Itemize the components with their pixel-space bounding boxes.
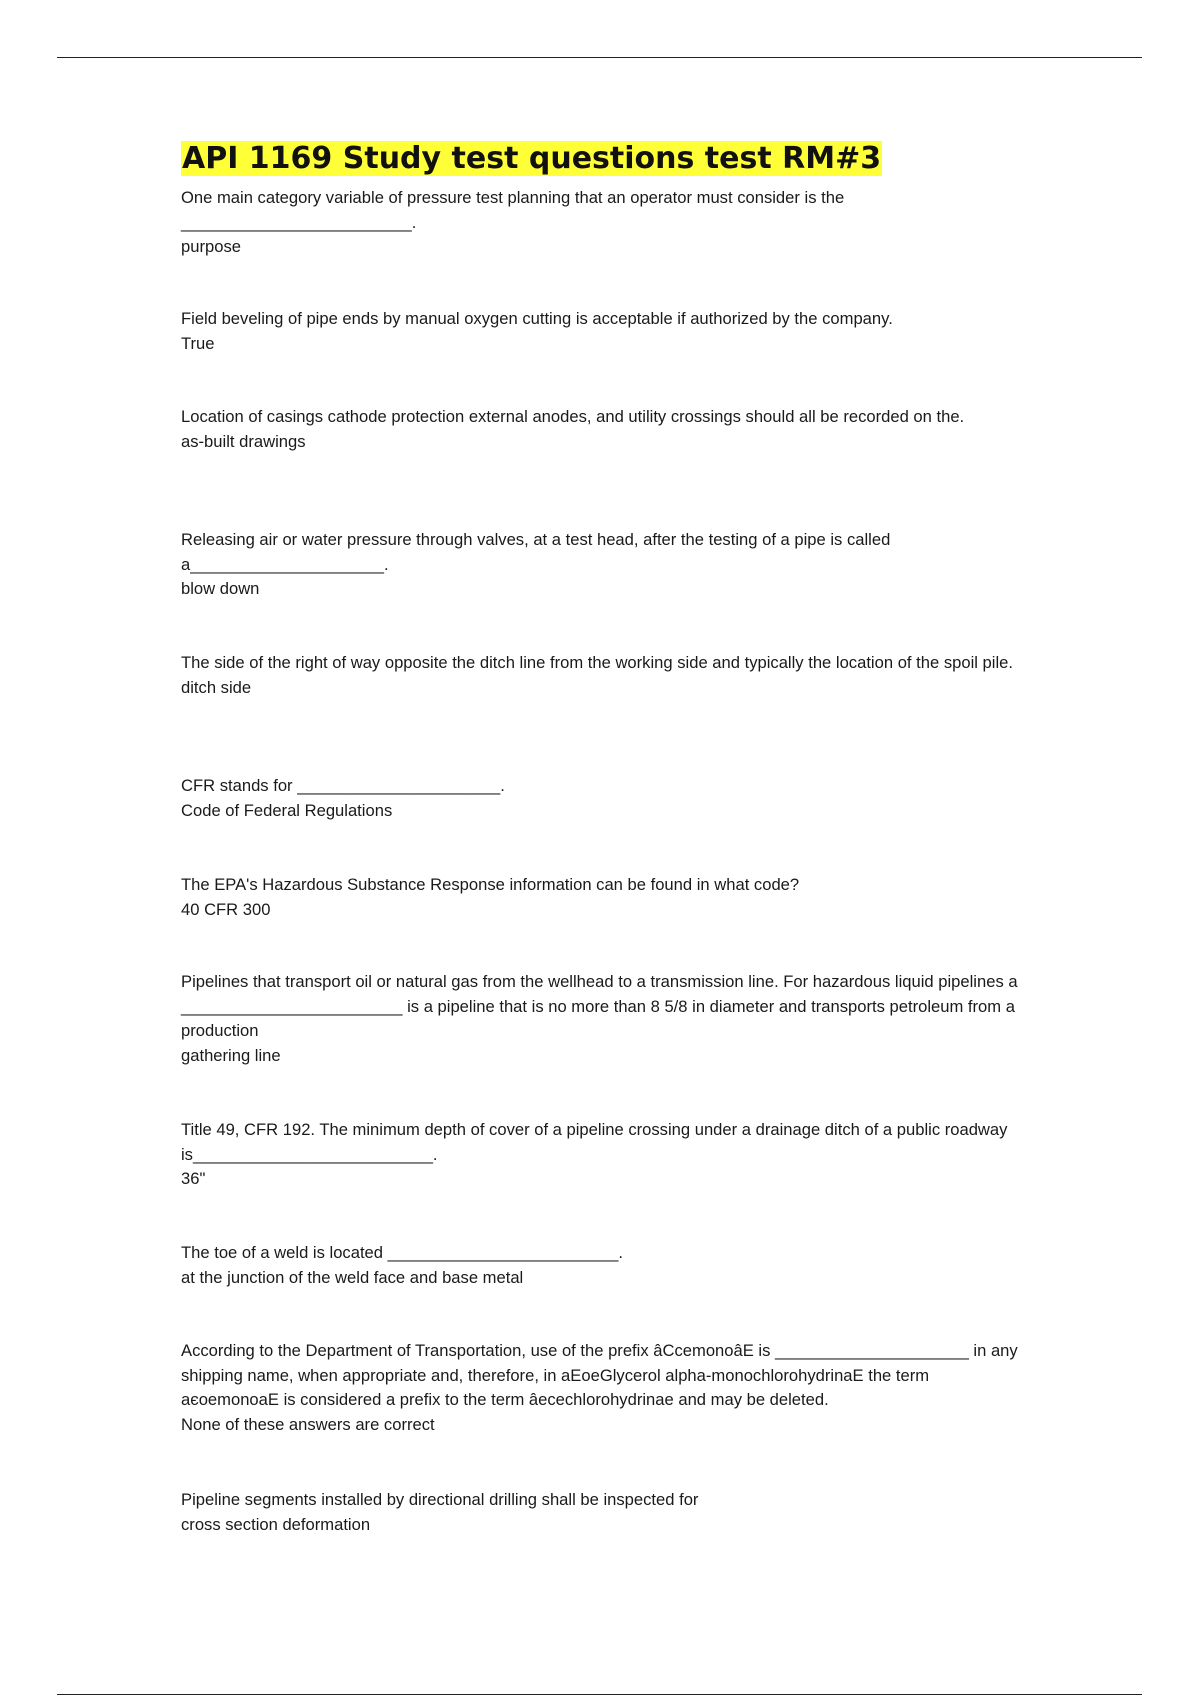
qa-item-6	[181, 774, 1031, 823]
question-text: One main category variable of pressure test planning that an operator must consider is the _________________________.	[181, 188, 845, 232]
question-text: The side of the right of way opposite the ditch line from the working side and typically the location of the spoil pile.	[181, 653, 1013, 672]
question-text: According to the Department of Transportation, use of the prefix âCcemonoâE is _____________________ in any shipping name, when appropriate and, therefore, in aEoeGlycerol alpha-monochlorohydrinaE the term aєoemonoaE is considered a prefix to the term âecechlorohydrinae and may be deleted.	[181, 1341, 1023, 1409]
answer-text: None of these answers are correct	[181, 1414, 435, 1434]
document-title-text: API 1169 Study test questions test RM#3	[182, 141, 882, 176]
qa-item-10	[181, 1241, 1031, 1290]
header-rule	[57, 57, 1142, 58]
answer-text: cross section deformation	[181, 1514, 371, 1534]
question-text: Pipeline segments installed by directional drilling shall be inspected for	[181, 1490, 699, 1509]
qa-item-4	[181, 528, 1031, 602]
qa-item-8	[181, 970, 1031, 1068]
qa-item-7	[181, 873, 1031, 922]
question-text: The toe of a weld is located _________________________.	[181, 1243, 623, 1262]
question-text: Releasing air or water pressure through valves, at a test head, after the testing of a pipe is called a_____________________.	[181, 530, 891, 574]
qa-item-11	[181, 1339, 1031, 1437]
question-text: Field beveling of pipe ends by manual oxygen cutting is acceptable if authorized by the company.	[181, 309, 893, 328]
answer-text: ditch side	[181, 677, 252, 697]
answer-text: gathering line	[181, 1045, 281, 1065]
answer-text: blow down	[181, 579, 260, 598]
qa-item-3	[181, 405, 1031, 454]
answer-text: 36"	[181, 1169, 206, 1188]
question-text: Pipelines that transport oil or natural gas from the wellhead to a transmission line. For hazardous liquid pipelines a ________________________ is a pipeline that is no more than 8 5/8 in diameter and transports petroleum from a production	[181, 972, 1023, 1040]
answer-text: at the junction of the weld face and base metal	[181, 1267, 524, 1287]
question-text: Location of casings cathode protection external anodes, and utility crossings should all be recorded on the.	[181, 407, 965, 426]
qa-item-1	[181, 186, 1031, 260]
question-text: The EPA's Hazardous Substance Response information can be found in what code?	[181, 875, 800, 894]
qa-item-9	[181, 1118, 1031, 1192]
qa-item-5	[181, 651, 1031, 700]
footer-rule	[57, 1694, 1142, 1695]
answer-text: as-built drawings	[181, 431, 306, 451]
answer-text: True	[181, 333, 215, 353]
answer-text: 40 CFR 300	[181, 899, 271, 919]
answer-text: Code of Federal Regulations	[181, 800, 393, 820]
document-title	[181, 140, 882, 178]
qa-item-12	[181, 1488, 1031, 1537]
answer-text: purpose	[181, 237, 241, 256]
question-text: CFR stands for ______________________.	[181, 776, 505, 795]
qa-item-2	[181, 307, 1031, 356]
question-text: Title 49, CFR 192. The minimum depth of cover of a pipeline crossing under a drainage ditch of a public roadway is__________________________.	[181, 1120, 1013, 1164]
